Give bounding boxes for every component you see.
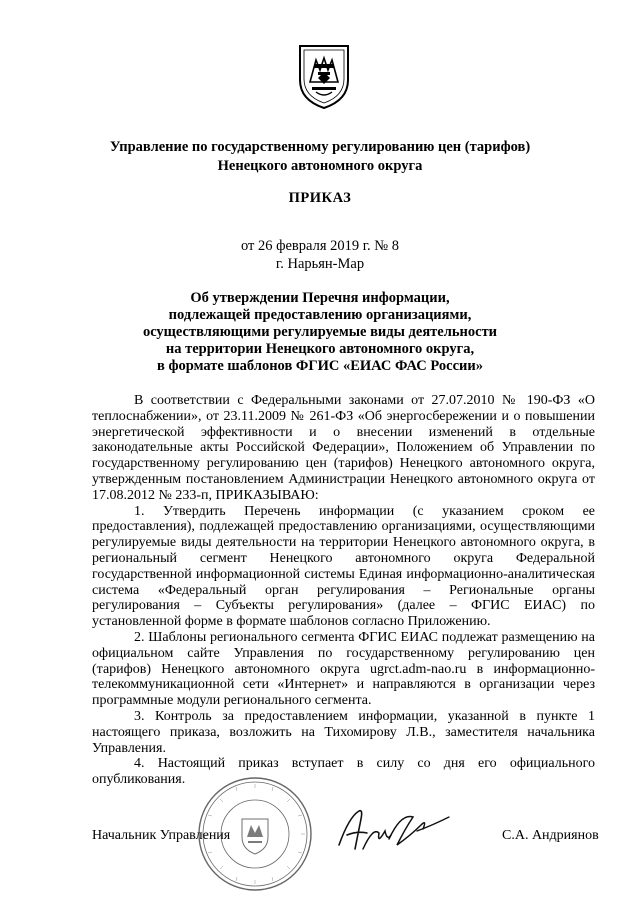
issuer-name-line2: Ненецкого автономного округа xyxy=(217,158,423,174)
subject-line: Об утверждении Перечня информации, xyxy=(190,290,450,306)
subject-line: в формате шаблонов ФГИС «ЕИАС ФАС России» xyxy=(157,358,483,374)
issuer-name-line1: Управление по государственному регулированию цен (тарифов) xyxy=(109,139,531,155)
handwritten-signature xyxy=(333,805,453,860)
subject-line: осуществляющими регулируемые виды деятельности xyxy=(142,324,498,340)
subject-line: на территории Ненецкого автономного округа, xyxy=(165,341,475,357)
document-date: от 26 февраля 2019 г. № 8 xyxy=(240,238,400,254)
document-subject xyxy=(60,290,580,375)
clause-3-paragraph: 3. Контроль за предоставлением информации, указанной в пункте 1 настоящего приказа, возложить на Тихомирову Л.В., заместителя начальника Управления. xyxy=(92,708,595,756)
preamble-paragraph: В соответствии с Федеральными законами от 27.07.2010 № 190-ФЗ «О теплоснабжении», от 23.11.2009 № 261-ФЗ «Об энергосбережении и о повышении энергетической эффективности и о внесении изменений в отдельные законодательные акты Российской Федерации», Положением об Управлении по государственному регулированию цен (тарифов) Ненецкого автономного округа, утвержденным постановлением Администрации Ненецкого автономного округа от 17.08.2012 № 233-п, ПРИКАЗЫВАЮ: xyxy=(92,393,595,503)
document-type: ПРИКАЗ xyxy=(288,190,352,206)
clause-4-paragraph: 4. Настоящий приказ вступает в силу со дня его официального опубликования. xyxy=(92,756,595,788)
clause-2-paragraph: 2. Шаблоны регионального сегмента ФГИС ЕИАС подлежат размещению на официальном сайте Управления по государственному регулированию цен (тарифов) Ненецкого автономного округа ugrct.adm-nao.ru в информационно-телекоммуникационной сети «Интернет» и направляются в организации через программные модули регионального сегмента. xyxy=(92,629,595,709)
signatory-name: С.А. Андриянов xyxy=(502,828,599,843)
subject-line: подлежащей предоставлению организациями, xyxy=(168,307,472,323)
document-place: г. Нарьян-Мар xyxy=(275,256,365,272)
date-place-block xyxy=(60,237,580,273)
official-seal-stamp xyxy=(196,775,314,893)
coat-of-arms-emblem xyxy=(296,42,352,110)
signatory-position: Начальник Управления xyxy=(92,828,231,843)
issuer-header xyxy=(60,138,580,176)
clause-1-paragraph: 1. Утвердить Перечень информации (с указанием сроком ее предоставления), подлежащей предоставлению организациями, осуществляющими регулируемые виды деятельности на территории Ненецкого автономного округа, в региональный сегмент Ненецкого автономного округа Федеральной государственной информационной системы Единая информационно-аналитическая система «Федеральный орган регулирования – Региональные органы регулирования – Субъекты регулирования» (далее – ФГИС ЕИАС) по установленной форме в формате шаблонов согласно Приложению. xyxy=(92,503,595,630)
document-body xyxy=(92,393,595,788)
